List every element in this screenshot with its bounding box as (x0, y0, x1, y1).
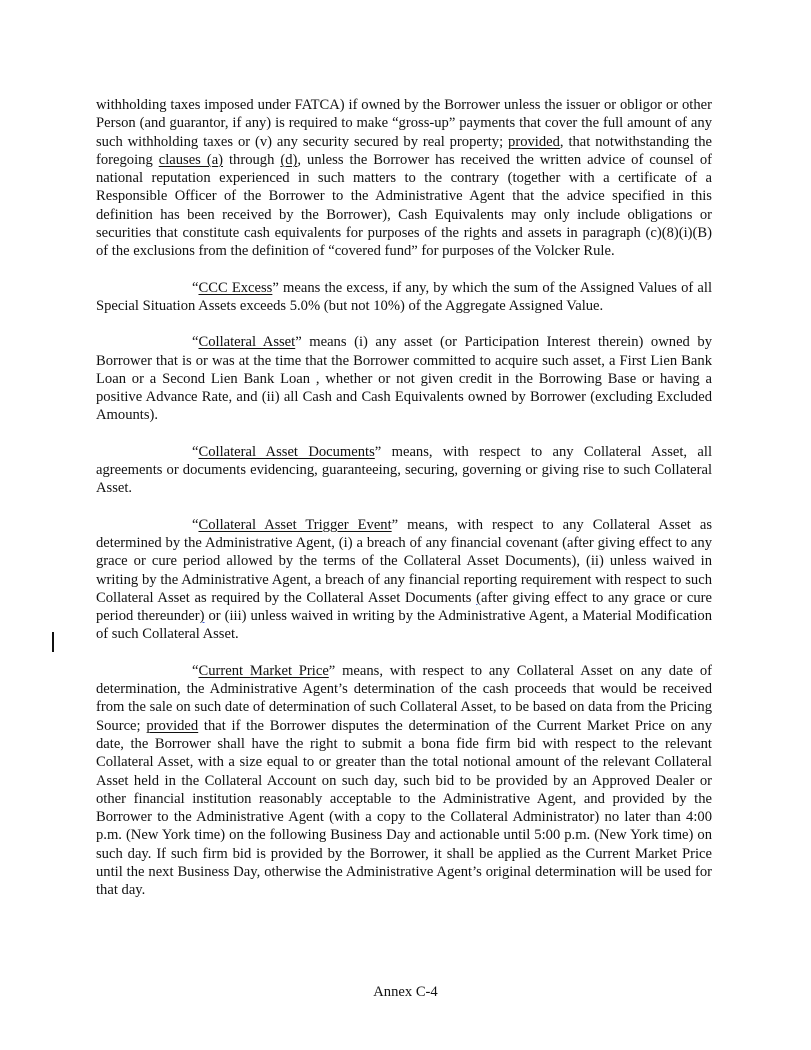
text-segment: ” means, with respect to any Collateral Asset on any date of determination, the Administrative Agent’s determination of the cash proceeds that would be received from the sale on such date of determination of such Collateral Asset, to be based on data from the Pricing Source; (96, 662, 712, 734)
text-segment: that if the Borrower disputes the determination of the Current Market Price on any date, the Borrower shall have the right to submit a bona fide firm bid with respect to the relevant Collateral Asset, with a size equal to or greater than the total notional amount of the relevant Collateral Asset held in the Collateral Account on such day, such bid to be provided by an Approved Dealer or other financial institution reasonably acceptable to the Administrative Agent, and provided by the Borrower to the Administrative Agent (with a copy to the Collateral Administrator) no later than 4:00 p.m. (New York time) on the following Business Day and actionable until 5:00 p.m. (New York time) on such day. If such firm bid is provided by the Borrower, it shall be applied as the Current Market Price until the next Business Day, otherwise the Administrative Agent’s original determination will be used for that day. (96, 717, 712, 899)
revision-change-bar (52, 632, 54, 652)
text-segment: “ (192, 516, 199, 533)
text-segment: ” means, with respect to any Collateral Asset as determined by the Administrative Agent, (i) a breach of any financial covenant (after giving effect to any grace or cure period allowed by the terms of the Collateral Asset Documents), (ii) unless waived in writing by the Administrative Agent, a breach of any financial reporting requirement with respect to such Collateral Asset as required by the Collateral Asset Documents (96, 516, 713, 606)
definition-collateral-asset-trigger-event (96, 516, 712, 644)
definition-current-market-price (96, 662, 712, 900)
text-segment: or (iii) unless waived in writing by the Administrative Agent, a Material Modification of such Collateral Asset. (96, 608, 712, 643)
defined-term: Current Market Price (198, 662, 329, 679)
document-page (96, 96, 712, 918)
defined-term: Collateral Asset Trigger Event (198, 516, 392, 533)
text-segment: “ (192, 443, 199, 460)
provided-term: provided (146, 717, 199, 734)
text-segment: , that notwithstanding the foregoing (96, 133, 712, 168)
tracked-change-mark: ( (476, 589, 481, 606)
text-segment: through (223, 151, 281, 168)
definition-collateral-asset (96, 333, 712, 424)
text-segment: ” means the excess, if any, by which the sum of the Assigned Values of all Special Situation Assets exceeds 5.0% (but not 10%) of the Aggregate Assigned Value. (96, 279, 713, 314)
text-segment: “ (192, 662, 199, 679)
text-segment: , unless the Borrower has received the written advice of counsel of national reputation experienced in such matters to the contrary (together with a certificate of a Responsible Officer of the Borrower to the Administrative Agent that the advice specified in this definition has been received by the Borrower), Cash Equivalents may only include obligations or securities that constitute cash equivalents for purposes of the rights and assets in paragraph (c)(8)(i)(B) of the exclusions from the definition of “covered fund” for purposes of the Volcker Rule. (96, 151, 712, 260)
tracked-change-mark: ) (199, 608, 205, 625)
text-segment: after giving effect to any grace or cure period thereunder (96, 589, 712, 625)
clause-d-reference: (d) (280, 151, 298, 168)
defined-term: CCC Excess (198, 279, 273, 296)
clauses-reference: clauses (a) (158, 151, 224, 168)
text-segment: ” means (i) any asset (or Participation Interest therein) owned by Borrower that is or was at the time that the Borrower committed to acquire such asset, a First Lien Bank Loan or a Second Lien Bank Loan , whether or not given credit in the Borrowing Base or having a positive Advance Rate, and (ii) all Cash and Cash Equivalents owned by Borrower (excluding Excluded Amounts). (96, 334, 712, 424)
defined-term: Collateral Asset (198, 334, 296, 351)
definition-ccc-excess (96, 279, 712, 316)
text-segment: “ (192, 334, 199, 351)
definition-collateral-asset-documents (96, 443, 712, 498)
text-segment: withholding taxes imposed under FATCA) if owned by the Borrower unless the issuer or obligor or other Person (and guarantor, if any) is required to make “gross-up” payments that cover the full amount of any such withholding taxes or (v) any security secured by real property; (96, 97, 712, 150)
text-segment: “ (192, 279, 199, 296)
paragraph-cash-equivalents-continuation (96, 96, 712, 261)
text-segment: ” means, with respect to any Collateral Asset, all agreements or documents evidencing, guaranteeing, securing, governing or giving rise to such Collateral Asset. (96, 443, 712, 497)
defined-term: Collateral Asset Documents (198, 443, 375, 460)
page-footer: Annex C-4 (373, 984, 438, 1000)
provided-term: provided (508, 133, 560, 150)
